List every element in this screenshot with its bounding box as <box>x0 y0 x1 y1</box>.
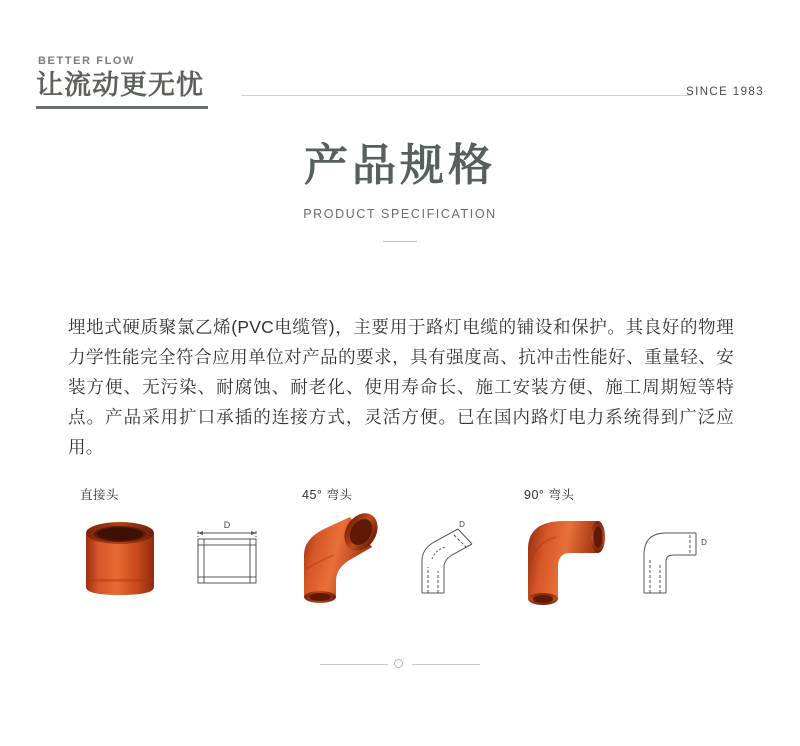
title-block <box>0 140 800 242</box>
description-paragraph: 埋地式硬质聚氯乙烯(PVC电缆管)，主要用于路灯电缆的铺设和保护。其良好的物理力学性能完全符合应用单位对产品的要求，具有强度高、抗冲击性能好、重量轻、安装方便、无污染、耐腐蚀、耐老化、使用寿命长、施工安装方便、施工周期短等特点。产品采用扩口承插的连接方式，灵活方便。已在国内路灯电力系统得到广泛应用。 <box>68 317 734 457</box>
since-label: SINCE 1983 <box>686 86 764 98</box>
product-gallery <box>60 485 750 610</box>
ornament-line-left <box>320 664 388 665</box>
product-item <box>60 485 290 610</box>
title-divider <box>383 241 417 242</box>
product-figures <box>60 509 290 609</box>
page-subtitle: PRODUCT SPECIFICATION <box>303 206 497 221</box>
dimension-label: D <box>701 538 707 547</box>
elbow-90-drawing <box>624 515 724 605</box>
product-figures <box>504 509 734 609</box>
page-header <box>36 55 764 111</box>
straight-coupling-drawing <box>180 515 280 605</box>
brand-tagline-en: BETTER FLOW <box>38 55 136 67</box>
elbow-45-drawing <box>402 515 502 605</box>
dimension-label: D <box>459 520 465 529</box>
elbow-90-photo <box>512 509 617 609</box>
product-label: 45° 弯头 <box>302 488 353 502</box>
elbow-45-photo <box>290 509 395 609</box>
product-figures <box>282 509 512 609</box>
product-label: 直接头 <box>80 488 120 502</box>
circle-divider-icon <box>394 659 403 668</box>
product-item <box>504 485 734 610</box>
straight-coupling-photo <box>68 509 173 609</box>
page-title: 产品规格 <box>304 141 496 190</box>
product-label: 90° 弯头 <box>524 488 575 502</box>
header-divider <box>241 95 691 96</box>
product-item <box>282 485 512 610</box>
dimension-label: D <box>223 520 231 530</box>
brand-logo <box>36 55 236 109</box>
ornament-line-right <box>412 664 480 665</box>
brand-tagline-cn: 让流动更无忧 <box>36 70 204 100</box>
footer-ornament <box>0 655 800 675</box>
brand-underline <box>36 106 208 109</box>
